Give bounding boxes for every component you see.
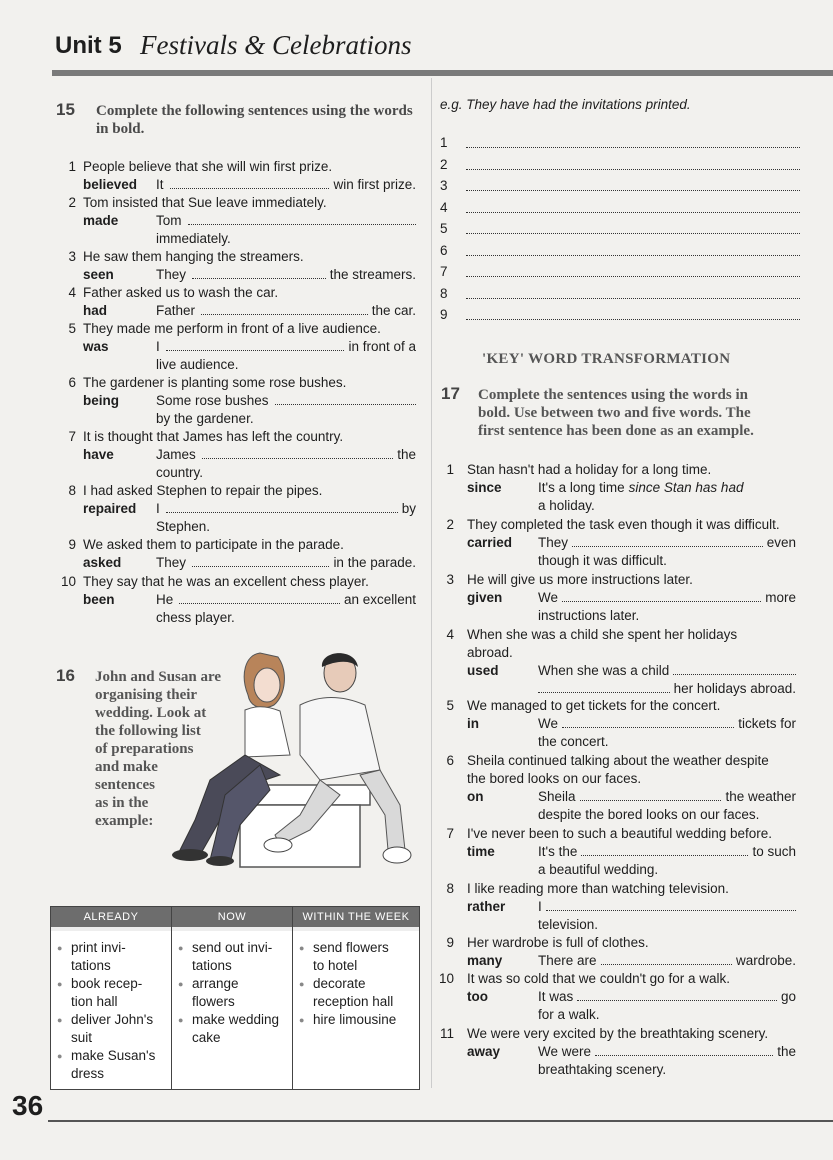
source-sentence: We managed to get tickets for the concert. — [467, 698, 721, 713]
answer-prefix: It was — [538, 989, 574, 1004]
key-word: been — [83, 592, 115, 607]
source-sentence: The gardener is planting some rose bushes. — [83, 375, 347, 390]
answer-suffix: go — [780, 989, 796, 1004]
column-body — [172, 927, 292, 1085]
answer-line — [538, 715, 796, 733]
item-number: 1 — [440, 135, 448, 150]
key-word: asked — [83, 555, 122, 570]
task-text: deliver John's — [71, 1012, 154, 1027]
answer-line — [156, 446, 416, 464]
answer-blank — [466, 178, 800, 191]
answer-suffix: by — [401, 501, 416, 516]
key-word: rather — [467, 899, 506, 914]
answer-continuation: country. — [156, 465, 204, 480]
answer-suffix: the streamers. — [329, 267, 416, 282]
source-sentence: Stan hasn't had a holiday for a long time. — [467, 462, 712, 477]
answer-continuation — [538, 806, 796, 824]
answer-blank — [562, 715, 734, 728]
answer-prefix: It's a long time — [538, 480, 625, 495]
source-sentence: We were very excited by the breathtaking scenery. — [467, 1026, 769, 1041]
column-header: WITHIN THE WEEK — [293, 907, 419, 927]
answer-blank — [601, 952, 732, 965]
item-number: 9 — [446, 935, 454, 950]
source-sentence: People believe that she will win first prize. — [83, 159, 333, 174]
answer-line — [538, 843, 796, 861]
item-number: 5 — [68, 321, 76, 336]
bullet-icon: ● — [57, 979, 63, 989]
key-word: on — [467, 789, 484, 804]
answer-row — [440, 200, 800, 215]
answer-prefix: Tom — [156, 213, 182, 228]
item-number: 8 — [446, 881, 454, 896]
key-word: used — [467, 663, 499, 678]
source-sentence: He will give us more instructions later. — [467, 572, 693, 587]
answer-blank — [466, 243, 800, 256]
answer-suffix: in the parade. — [333, 555, 416, 570]
task-text: arrange — [192, 976, 239, 991]
source-sentence: We asked them to participate in the parade. — [83, 537, 344, 552]
footer-rule — [48, 1120, 833, 1122]
answer-blank — [466, 307, 800, 320]
item-number: 10 — [60, 574, 76, 589]
answer-line — [156, 554, 416, 572]
answer-continuation: immediately. — [156, 231, 231, 246]
bullet-icon: ● — [299, 1015, 305, 1025]
bullet-icon: ● — [57, 943, 63, 953]
continuation-text: for a walk. — [538, 1007, 600, 1022]
answer-suffix: more — [765, 590, 796, 605]
answer-prefix: We — [538, 590, 559, 605]
key-word: have — [83, 447, 114, 462]
answer-blank — [166, 338, 345, 351]
source-sentence: I've never been to such a beautiful wedding before. — [467, 826, 773, 841]
answer-continuation — [538, 552, 796, 570]
column-header: ALREADY — [51, 907, 171, 927]
source-sentence: They say that he was an excellent chess player. — [83, 574, 369, 589]
task-text: dress — [71, 1066, 105, 1081]
answer-continuation — [538, 607, 796, 625]
key-word: was — [83, 339, 109, 354]
continuation-text: despite the bored looks on our faces. — [538, 807, 760, 822]
task-text: send out invi- — [192, 940, 273, 955]
answer-blank — [179, 591, 340, 604]
answer-continuation: Stephen. — [156, 519, 211, 534]
answer-line — [538, 534, 796, 552]
task-text: hire limousine — [313, 1012, 397, 1027]
answer-continuation — [538, 733, 796, 751]
answer-line — [156, 591, 416, 609]
item-number: 9 — [440, 307, 448, 322]
source-sentence: Sheila continued talking about the weather despite — [467, 753, 769, 768]
answer-suffix: in front of a — [348, 339, 416, 354]
answer-continuation: by the gardener. — [156, 411, 254, 426]
exercise-16-number: 16 — [56, 666, 75, 685]
bullet-icon: ● — [57, 1051, 63, 1061]
key-word: being — [83, 393, 119, 408]
column-divider — [431, 78, 432, 1088]
key-word: since — [467, 480, 502, 495]
item-number: 5 — [440, 221, 448, 236]
answer-row — [440, 264, 800, 279]
section-title: 'KEY' WORD TRANSFORMATION — [482, 351, 731, 367]
continuation-text: the concert. — [538, 734, 609, 749]
source-sentence: I like reading more than watching television. — [467, 881, 729, 896]
answer-prefix: James — [156, 447, 196, 462]
answer-continuation — [538, 1061, 796, 1079]
answer-blank — [202, 446, 393, 459]
bullet-icon: ● — [178, 943, 184, 953]
key-word: repaired — [83, 501, 137, 516]
item-number: 7 — [440, 264, 448, 279]
item-number: 2 — [68, 195, 76, 210]
key-word: away — [467, 1044, 501, 1059]
answer-prefix: We — [538, 716, 559, 731]
item-number: 2 — [440, 156, 448, 172]
answer-line — [538, 589, 796, 607]
answer-line — [156, 392, 416, 410]
answer-prefix: I — [156, 501, 160, 516]
answer-blank — [170, 176, 330, 189]
answer-prefix: There are — [538, 953, 597, 968]
task-text: tations — [71, 958, 111, 973]
answer-prefix: I — [538, 899, 542, 914]
answer-row — [440, 157, 800, 172]
answer-suffix: wardrobe. — [735, 953, 796, 968]
item-number: 5 — [446, 698, 454, 713]
continuation-text: a beautiful wedding. — [538, 862, 659, 877]
answer-line — [538, 479, 796, 497]
bullet-icon: ● — [178, 1015, 184, 1025]
item-number: 3 — [68, 249, 76, 264]
answer-suffix: the weather — [725, 789, 796, 804]
task-item — [57, 1011, 167, 1047]
column-header: NOW — [172, 907, 292, 927]
answer-row — [440, 243, 800, 258]
table-column — [51, 907, 172, 1089]
task-item — [178, 975, 288, 1011]
answer-continuation — [538, 861, 796, 879]
answer-blank — [466, 264, 800, 277]
answer-prefix: Father — [156, 303, 196, 318]
source-sentence: I had asked Stephen to repair the pipes. — [83, 483, 323, 498]
answer-row — [440, 135, 800, 150]
task-text: print invi- — [71, 940, 126, 955]
answer-line — [156, 176, 416, 194]
instruction-line: of preparations — [95, 741, 194, 757]
answer-line — [156, 266, 416, 284]
item-number: 4 — [440, 199, 448, 215]
item-number: 2 — [446, 517, 454, 532]
item-number: 1 — [68, 159, 76, 174]
answer-blank — [595, 1043, 773, 1056]
column-body — [51, 927, 171, 1089]
key-word: time — [467, 844, 495, 859]
answer-blank — [466, 286, 800, 299]
key-word: in — [467, 716, 479, 731]
task-item — [299, 1011, 415, 1029]
task-item — [57, 975, 167, 1011]
answer-suffix: the — [777, 1044, 796, 1059]
answer-row — [440, 307, 800, 322]
item-number: 6 — [446, 753, 454, 768]
task-item — [178, 939, 288, 975]
item-number: 1 — [446, 462, 454, 477]
item-number: 3 — [446, 572, 454, 587]
item-number: 6 — [68, 375, 76, 390]
key-word: seen — [83, 267, 114, 282]
task-item — [299, 975, 415, 1011]
answer-blank — [572, 534, 763, 547]
instruction-line: bold. Use between two and five words. The — [478, 405, 751, 421]
key-word: too — [467, 989, 488, 1004]
answer-prefix: He — [156, 592, 174, 607]
instruction-line: John and Susan are — [95, 669, 222, 685]
answer-suffix: tickets for — [738, 716, 796, 731]
task-item — [299, 939, 415, 975]
answer-suffix: an excellent — [343, 592, 416, 607]
continuation-text: instructions later. — [538, 608, 640, 623]
source-sentence: It is thought that James has left the country. — [83, 429, 344, 444]
table-column — [172, 907, 293, 1089]
answer-suffix: win first prize. — [333, 177, 416, 192]
answer-line — [538, 1043, 796, 1061]
answer-suffix: her holidays abroad. — [673, 681, 796, 696]
answer-blank — [673, 662, 796, 675]
preparations-table — [50, 906, 420, 1090]
task-text: to hotel — [313, 958, 358, 973]
example-sentence: e.g. They have had the invitations printed. — [440, 97, 691, 112]
example-answer: since Stan has had — [628, 480, 744, 495]
answer-blank — [538, 680, 670, 693]
answer-blank — [166, 500, 398, 513]
continuation-text: television. — [538, 917, 599, 932]
exercise-15-instruction: Complete the following sentences using the words in bold. — [96, 103, 413, 137]
instruction-line: example: — [95, 813, 154, 829]
continuation-text: a holiday. — [538, 498, 595, 513]
answer-line — [538, 952, 796, 970]
key-word: given — [467, 590, 503, 605]
task-item — [57, 1047, 167, 1083]
answer-row — [440, 221, 800, 236]
header-rule — [52, 70, 833, 76]
task-text: reception hall — [313, 994, 394, 1009]
source-sentence: It was so cold that we couldn't go for a walk. — [467, 971, 730, 986]
answer-line — [538, 898, 796, 916]
source-sentence: Her wardrobe is full of clothes. — [467, 935, 649, 950]
page-title: Festivals & Celebrations — [140, 30, 412, 60]
source-sentence: They completed the task even though it was difficult. — [467, 517, 780, 532]
answer-row — [440, 286, 800, 301]
key-word: made — [83, 213, 119, 228]
answer-prefix: Some rose bushes — [156, 393, 269, 408]
item-number: 9 — [68, 537, 76, 552]
task-text: make wedding — [192, 1012, 280, 1027]
continuation-text: breathtaking scenery. — [538, 1062, 667, 1077]
task-text: suit — [71, 1030, 93, 1045]
exercise-15-number: 15 — [56, 100, 75, 119]
column-body — [293, 927, 419, 1085]
instruction-line: as in the — [95, 795, 149, 811]
answer-suffix: to such — [752, 844, 796, 859]
key-word: many — [467, 953, 503, 968]
answer-prefix: It's the — [538, 844, 578, 859]
key-word: had — [83, 303, 108, 318]
answer-blank — [581, 843, 748, 856]
answer-continuation — [538, 680, 796, 698]
answer-line — [538, 988, 796, 1006]
answer-line — [156, 338, 416, 356]
answer-blank — [466, 200, 800, 213]
item-number: 10 — [438, 971, 454, 986]
task-item — [57, 939, 167, 975]
page-number: 36 — [12, 1090, 44, 1121]
answer-prefix: They — [156, 267, 187, 282]
exercise-17-number: 17 — [441, 384, 460, 403]
task-text: book recep- — [71, 976, 143, 991]
source-sentence: the bored looks on our faces. — [467, 771, 642, 786]
couple-illustration — [150, 645, 420, 870]
answer-line — [156, 212, 416, 230]
answer-blank — [466, 157, 800, 170]
answer-blank — [546, 898, 796, 911]
item-number: 8 — [440, 285, 448, 301]
answer-continuation: live audience. — [156, 357, 239, 372]
answer-line — [538, 788, 796, 806]
answer-blank — [466, 221, 800, 234]
item-number: 4 — [446, 627, 454, 642]
item-number: 6 — [440, 242, 448, 258]
instruction-line: organising their — [95, 687, 198, 703]
instruction-line: the following list — [95, 723, 201, 739]
answer-blank — [188, 212, 416, 225]
answer-blank — [577, 988, 777, 1001]
source-sentence: They made me perform in front of a live audience. — [83, 321, 381, 336]
source-sentence: He saw them hanging the streamers. — [83, 249, 304, 264]
source-sentence: Father asked us to wash the car. — [83, 285, 279, 300]
instruction-line: wedding. Look at — [95, 705, 207, 721]
answer-continuation — [538, 916, 796, 934]
source-sentence: Tom insisted that Sue leave immediately. — [83, 195, 327, 210]
answer-blank — [275, 392, 416, 405]
answer-prefix: Sheila — [538, 789, 576, 804]
instruction-line: Complete the sentences using the words in — [478, 387, 748, 403]
item-number: 7 — [68, 429, 76, 444]
task-text: cake — [192, 1030, 221, 1045]
answer-prefix: We were — [538, 1044, 592, 1059]
answer-line — [156, 302, 416, 320]
task-text: flowers — [192, 994, 235, 1009]
answer-blank — [562, 589, 761, 602]
bullet-icon: ● — [299, 943, 305, 953]
answer-continuation — [538, 1006, 796, 1024]
instruction-line: sentences — [95, 777, 155, 793]
task-text: tion hall — [71, 994, 118, 1009]
answer-prefix: When she was a child — [538, 663, 670, 678]
key-word: believed — [83, 177, 138, 192]
answer-row — [440, 178, 800, 193]
unit-label: Unit 5 — [55, 32, 122, 59]
answer-prefix: I — [156, 339, 160, 354]
bullet-icon: ● — [178, 979, 184, 989]
task-text: make Susan's — [71, 1048, 156, 1063]
key-word: carried — [467, 535, 513, 550]
instruction-line: first sentence has been done as an example. — [478, 423, 754, 439]
continuation-text: though it was difficult. — [538, 553, 667, 568]
task-item — [178, 1011, 288, 1047]
answer-prefix: It — [156, 177, 164, 192]
item-number: 11 — [439, 1026, 454, 1041]
task-text: decorate — [313, 976, 366, 991]
answer-blank — [580, 788, 722, 801]
answer-prefix: They — [156, 555, 187, 570]
source-sentence: abroad. — [467, 645, 513, 660]
answer-blank — [201, 302, 368, 315]
answer-line — [156, 500, 416, 518]
bullet-icon: ● — [299, 979, 305, 989]
item-number: 8 — [68, 483, 76, 498]
answer-suffix: the car. — [371, 303, 416, 318]
answer-prefix: They — [538, 535, 569, 550]
answer-blank — [466, 135, 800, 148]
item-number: 4 — [68, 285, 76, 300]
answer-continuation — [538, 497, 796, 515]
answer-continuation: chess player. — [156, 610, 235, 625]
instruction-line: and make — [95, 759, 158, 775]
bullet-icon: ● — [57, 1015, 63, 1025]
answer-blank — [192, 266, 326, 279]
source-sentence: When she was a child she spent her holidays — [467, 627, 738, 642]
table-column — [293, 907, 419, 1089]
task-text: tations — [192, 958, 232, 973]
exercise-17-instruction — [478, 386, 818, 440]
item-number: 3 — [440, 178, 448, 193]
task-text: send flowers — [313, 940, 389, 955]
answer-line — [538, 662, 796, 680]
item-number: 7 — [446, 826, 454, 841]
answer-suffix: the — [397, 447, 416, 462]
answer-blank — [192, 554, 329, 567]
answer-suffix: even — [766, 535, 796, 550]
